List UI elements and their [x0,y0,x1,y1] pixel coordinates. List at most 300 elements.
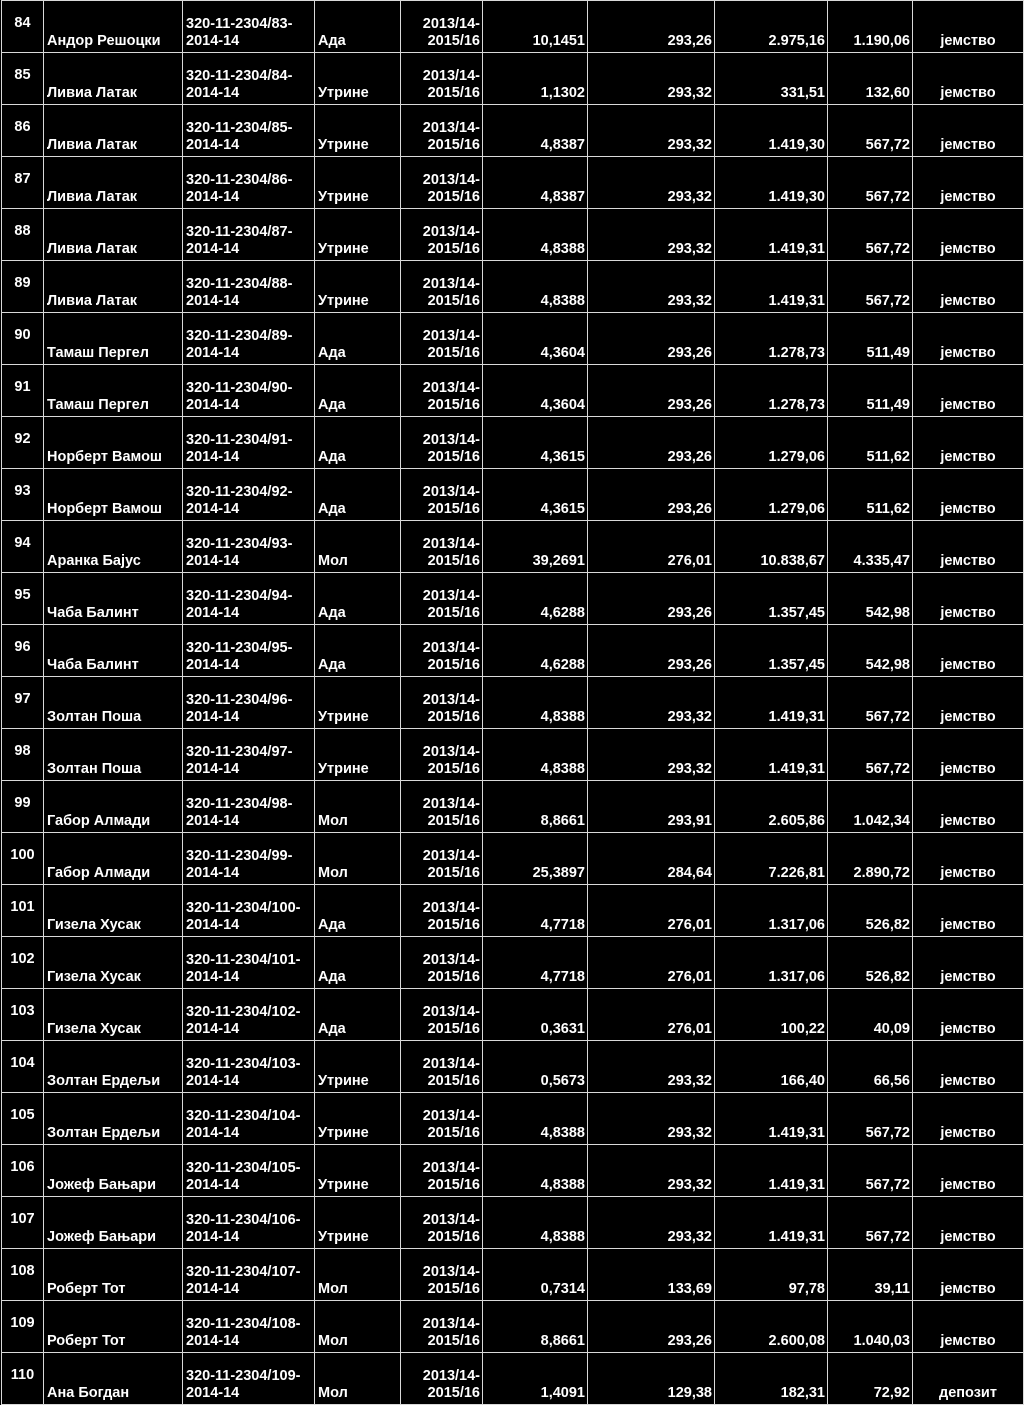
table-row [2,729,1024,781]
area-value: 0,5673 [540,1073,585,1089]
area-value: 4,8388 [540,293,585,309]
case-number-cell [183,365,315,417]
partial-amount-cell [828,833,913,885]
unit-price-cell [588,1353,715,1405]
area-value: 4,8388 [540,1125,585,1141]
guarantee-type: јемство [940,1021,996,1037]
unit-price: 293,32 [667,1177,712,1193]
table-row [2,209,1024,261]
lease-period-line-1: 2013/14- [422,1108,480,1124]
area-value: 4,8388 [540,709,585,725]
area-value: 39,2691 [532,553,585,569]
case-number-cell [183,1249,315,1301]
partial-amount-cell [828,417,913,469]
lease-period-line-1: 2013/14- [422,224,480,240]
table-row [2,105,1024,157]
unit-price: 293,32 [667,189,712,205]
partial-amount-cell [828,1093,913,1145]
case-number-line-1: 320-11-2304/106- [186,1212,301,1228]
lease-period-cell [401,365,483,417]
row-number: 99 [14,795,31,811]
guarantee-type: јемство [940,397,996,413]
lease-period-cell [401,1301,483,1353]
owner-name: Тамаш Пергел [47,345,149,361]
case-number-line-1: 320-11-2304/101- [186,952,301,968]
table-row [2,781,1024,833]
place-name: Мол [318,1333,348,1349]
partial-amount: 2.890,72 [853,865,910,881]
area-value-cell [483,989,588,1041]
area-value: 4,3615 [540,501,585,517]
guarantee-type: јемство [940,449,996,465]
lease-period-line-2: 2015/16 [427,1177,480,1193]
case-number-line-1: 320-11-2304/99- [186,848,293,864]
lease-period-line-1: 2013/14- [422,380,480,396]
table-row [2,53,1024,105]
total-amount-cell [715,261,828,313]
row-number-cell [2,209,44,261]
owner-name: Габор Алмади [47,865,151,881]
lease-period-line-2: 2015/16 [427,761,480,777]
total-amount-cell [715,573,828,625]
case-number-cell [183,469,315,521]
place-name-cell [315,53,401,105]
owner-name: Чаба Балинт [47,605,139,621]
lease-period-line-2: 2015/16 [427,85,480,101]
place-name: Мол [318,813,348,829]
total-amount: 97,78 [788,1281,825,1297]
area-value-cell [483,781,588,833]
place-name-cell [315,1249,401,1301]
guarantee-type-cell [913,417,1024,469]
owner-name: Гизела Хусак [47,969,141,985]
lease-period-line-2: 2015/16 [427,1333,480,1349]
case-number-line-2: 2014-14 [186,449,240,465]
case-number-cell [183,885,315,937]
row-number: 98 [14,743,31,759]
guarantee-type: јемство [940,1229,996,1245]
case-number-line-1: 320-11-2304/89- [186,328,293,344]
owner-name-cell [44,729,183,781]
total-amount: 10.838,67 [760,553,825,569]
guarantee-type: јемство [940,85,996,101]
area-value-cell [483,729,588,781]
partial-amount-cell [828,521,913,573]
area-value-cell [483,365,588,417]
total-amount-cell [715,209,828,261]
case-number-line-2: 2014-14 [186,137,240,153]
place-name-cell [315,521,401,573]
lease-period-line-1: 2013/14- [422,276,480,292]
lease-period-line-1: 2013/14- [422,900,480,916]
table-row [2,521,1024,573]
case-number-line-2: 2014-14 [186,1073,240,1089]
area-value: 1,1302 [540,85,585,101]
guarantee-type-cell [913,937,1024,989]
area-value: 25,3897 [532,865,585,881]
partial-amount-cell [828,573,913,625]
guarantee-type-cell [913,469,1024,521]
row-number-cell [2,833,44,885]
owner-name-cell [44,417,183,469]
lease-period-line-1: 2013/14- [422,120,480,136]
lease-period-line-2: 2015/16 [427,969,480,985]
unit-price-cell [588,521,715,573]
area-value-cell [483,105,588,157]
place-name: Ада [318,501,346,517]
table-row [2,1145,1024,1197]
place-name: Ада [318,397,346,413]
partial-amount: 72,92 [873,1385,910,1401]
total-amount-cell [715,989,828,1041]
table-row [2,677,1024,729]
table-row [2,1301,1024,1353]
total-amount-cell [715,885,828,937]
case-number-line-2: 2014-14 [186,397,240,413]
lease-period-line-1: 2013/14- [422,484,480,500]
lease-period-line-2: 2015/16 [427,189,480,205]
guarantee-type-cell [913,833,1024,885]
lease-period-line-2: 2015/16 [427,813,480,829]
case-number-line-1: 320-11-2304/108- [186,1316,301,1332]
place-name: Утрине [318,1073,369,1089]
total-amount: 182,31 [780,1385,825,1401]
place-name: Ада [318,33,346,49]
lease-period-cell [401,417,483,469]
row-number: 101 [10,899,35,915]
place-name-cell [315,1301,401,1353]
unit-price: 293,32 [667,293,712,309]
partial-amount: 1.042,34 [853,813,910,829]
lease-period-cell [401,1197,483,1249]
total-amount: 1.279,06 [768,449,825,465]
lease-period-line-2: 2015/16 [427,917,480,933]
table-row [2,1,1024,53]
partial-amount-cell [828,1197,913,1249]
unit-price: 293,32 [667,761,712,777]
row-number-cell [2,1353,44,1405]
unit-price-cell [588,209,715,261]
area-value-cell [483,677,588,729]
row-number: 87 [14,171,31,187]
owner-name-cell [44,157,183,209]
case-number-line-1: 320-11-2304/107- [186,1264,301,1280]
case-number-cell [183,105,315,157]
guarantee-type: јемство [940,501,996,517]
place-name: Мол [318,1281,348,1297]
partial-amount-cell [828,729,913,781]
partial-amount-cell [828,209,913,261]
case-number-line-2: 2014-14 [186,85,240,101]
case-number-line-2: 2014-14 [186,501,240,517]
lease-period-cell [401,469,483,521]
partial-amount-cell [828,1,913,53]
place-name-cell [315,1,401,53]
table-row [2,1041,1024,1093]
total-amount: 1.278,73 [768,345,825,361]
unit-price-cell [588,1041,715,1093]
table-row [2,313,1024,365]
row-number-cell [2,469,44,521]
guarantee-type-cell [913,53,1024,105]
lease-period-cell [401,833,483,885]
guarantee-type-cell [913,1041,1024,1093]
case-number-cell [183,1,315,53]
partial-amount-cell [828,1353,913,1405]
partial-amount: 511,62 [866,501,910,517]
table-row [2,157,1024,209]
lease-period-line-2: 2015/16 [427,605,480,621]
case-number-line-1: 320-11-2304/109- [186,1368,301,1384]
place-name-cell [315,1093,401,1145]
total-amount: 331,51 [780,85,825,101]
lease-period-cell [401,1041,483,1093]
partial-amount: 567,72 [865,241,910,257]
owner-name-cell [44,53,183,105]
total-amount-cell [715,781,828,833]
lease-period-cell [401,677,483,729]
area-value: 4,3604 [540,397,585,413]
case-number-line-2: 2014-14 [186,1281,240,1297]
place-name: Утрине [318,1229,369,1245]
row-number: 108 [10,1263,35,1279]
unit-price: 129,38 [667,1385,712,1401]
unit-price-cell [588,1093,715,1145]
case-number-line-2: 2014-14 [186,1333,240,1349]
lease-period-cell [401,625,483,677]
lease-period-line-2: 2015/16 [427,657,480,673]
partial-amount: 40,09 [873,1021,910,1037]
row-number: 92 [14,431,31,447]
partial-amount-cell [828,677,913,729]
table-row [2,1249,1024,1301]
table-row [2,1197,1024,1249]
unit-price-cell [588,781,715,833]
area-value-cell [483,1093,588,1145]
partial-amount-cell [828,1249,913,1301]
guarantee-type-cell [913,209,1024,261]
case-number-line-2: 2014-14 [186,1385,240,1401]
guarantee-type: јемство [940,33,996,49]
guarantee-type-cell [913,1301,1024,1353]
unit-price: 276,01 [667,553,712,569]
area-value: 4,8388 [540,1177,585,1193]
partial-amount: 526,82 [865,969,910,985]
lease-period-cell [401,1093,483,1145]
case-number-line-2: 2014-14 [186,1177,240,1193]
case-number-line-1: 320-11-2304/98- [186,796,293,812]
guarantee-type-cell [913,365,1024,417]
owner-name-cell [44,1041,183,1093]
partial-amount: 567,72 [865,1229,910,1245]
unit-price: 293,32 [667,137,712,153]
table-row [2,833,1024,885]
row-number-cell [2,729,44,781]
lease-period-line-2: 2015/16 [427,241,480,257]
place-name-cell [315,937,401,989]
unit-price: 276,01 [667,917,712,933]
row-number: 103 [10,1003,35,1019]
total-amount-cell [715,729,828,781]
lease-period-line-2: 2015/16 [427,33,480,49]
guarantee-type-cell [913,521,1024,573]
partial-amount-cell [828,1301,913,1353]
area-value: 4,3604 [540,345,585,361]
unit-price-cell [588,937,715,989]
guarantee-type: депозит [939,1385,997,1401]
case-number-line-2: 2014-14 [186,813,240,829]
unit-price-cell [588,1249,715,1301]
total-amount: 1.419,31 [768,1177,825,1193]
area-value: 4,8387 [540,137,585,153]
owner-name: Роберт Тот [47,1333,126,1349]
area-value: 4,7718 [540,969,585,985]
area-value: 1,4091 [540,1385,585,1401]
total-amount: 1.279,06 [768,501,825,517]
row-number: 94 [14,535,31,551]
unit-price-cell [588,1197,715,1249]
partial-amount: 567,72 [865,293,910,309]
place-name-cell [315,157,401,209]
case-number-cell [183,313,315,365]
area-value: 8,8661 [540,813,585,829]
partial-amount: 526,82 [865,917,910,933]
guarantee-type: јемство [940,605,996,621]
partial-amount: 511,49 [866,397,910,413]
lease-period-line-1: 2013/14- [422,744,480,760]
lease-period-line-2: 2015/16 [427,709,480,725]
row-number-cell [2,677,44,729]
lease-period-line-2: 2015/16 [427,137,480,153]
row-number: 84 [14,15,31,31]
case-number-cell [183,937,315,989]
area-value-cell [483,157,588,209]
total-amount: 1.419,31 [768,709,825,725]
unit-price: 293,32 [667,85,712,101]
total-amount: 1.278,73 [768,397,825,413]
row-number-cell [2,157,44,209]
guarantee-type: јемство [940,137,996,153]
partial-amount: 1.190,06 [853,33,910,49]
row-number: 105 [10,1107,35,1123]
partial-amount: 511,62 [866,449,910,465]
unit-price-cell [588,989,715,1041]
case-number-line-1: 320-11-2304/86- [186,172,293,188]
area-value-cell [483,833,588,885]
guarantee-type-cell [913,989,1024,1041]
unit-price: 293,32 [667,709,712,725]
guarantee-type-cell [913,261,1024,313]
place-name: Мол [318,1385,348,1401]
lease-period-line-1: 2013/14- [422,1368,480,1384]
place-name-cell [315,677,401,729]
area-value-cell [483,261,588,313]
owner-name: Јожеф Бањари [47,1177,157,1193]
row-number-cell [2,105,44,157]
case-number-line-2: 2014-14 [186,553,240,569]
partial-amount-cell [828,469,913,521]
unit-price-cell [588,833,715,885]
total-amount-cell [715,53,828,105]
owner-name: Золтан Поша [47,761,142,777]
table-row [2,365,1024,417]
total-amount-cell [715,417,828,469]
partial-amount: 66,56 [873,1073,910,1089]
place-name-cell [315,1197,401,1249]
unit-price-cell [588,625,715,677]
guarantee-type-cell [913,781,1024,833]
owner-name: Ливиа Латак [47,137,138,153]
place-name: Мол [318,553,348,569]
lease-period-line-1: 2013/14- [422,1004,480,1020]
owner-name-cell [44,833,183,885]
owner-name-cell [44,937,183,989]
owner-name-cell [44,1249,183,1301]
place-name: Утрине [318,1177,369,1193]
lease-period-cell [401,1145,483,1197]
owner-name-cell [44,261,183,313]
guarantee-type: јемство [940,709,996,725]
owner-name: Золтан Поша [47,709,142,725]
total-amount: 1.317,06 [768,917,825,933]
total-amount-cell [715,1301,828,1353]
place-name-cell [315,1353,401,1405]
partial-amount-cell [828,1041,913,1093]
case-number-line-1: 320-11-2304/103- [186,1056,301,1072]
lease-period-line-2: 2015/16 [427,345,480,361]
guarantee-type-cell [913,625,1024,677]
total-amount: 2.605,86 [768,813,825,829]
table-row [2,989,1024,1041]
owner-name-cell [44,521,183,573]
guarantee-type: јемство [940,241,996,257]
case-number-line-1: 320-11-2304/83- [186,16,293,32]
unit-price-cell [588,53,715,105]
area-value: 4,6288 [540,657,585,673]
case-number-line-1: 320-11-2304/102- [186,1004,301,1020]
place-name-cell [315,365,401,417]
unit-price-cell [588,105,715,157]
guarantee-type: јемство [940,917,996,933]
unit-price: 293,32 [667,1229,712,1245]
partial-amount: 511,49 [866,345,910,361]
table-row [2,1093,1024,1145]
row-number: 97 [14,691,31,707]
row-number-cell [2,989,44,1041]
row-number-cell [2,1041,44,1093]
total-amount-cell [715,937,828,989]
partial-amount-cell [828,365,913,417]
case-number-cell [183,1041,315,1093]
lease-period-line-1: 2013/14- [422,952,480,968]
lease-period-line-2: 2015/16 [427,397,480,413]
owner-name-cell [44,781,183,833]
area-value-cell [483,937,588,989]
area-value-cell [483,209,588,261]
row-number: 89 [14,275,31,291]
owner-name-cell [44,1353,183,1405]
row-number-cell [2,53,44,105]
partial-amount-cell [828,53,913,105]
guarantee-type-cell [913,677,1024,729]
guarantee-type: јемство [940,761,996,777]
case-number-line-2: 2014-14 [186,761,240,777]
lease-period-line-2: 2015/16 [427,501,480,517]
unit-price: 293,26 [667,345,712,361]
lease-period-line-1: 2013/14- [422,68,480,84]
lease-period-line-2: 2015/16 [427,553,480,569]
guarantee-type-cell [913,157,1024,209]
